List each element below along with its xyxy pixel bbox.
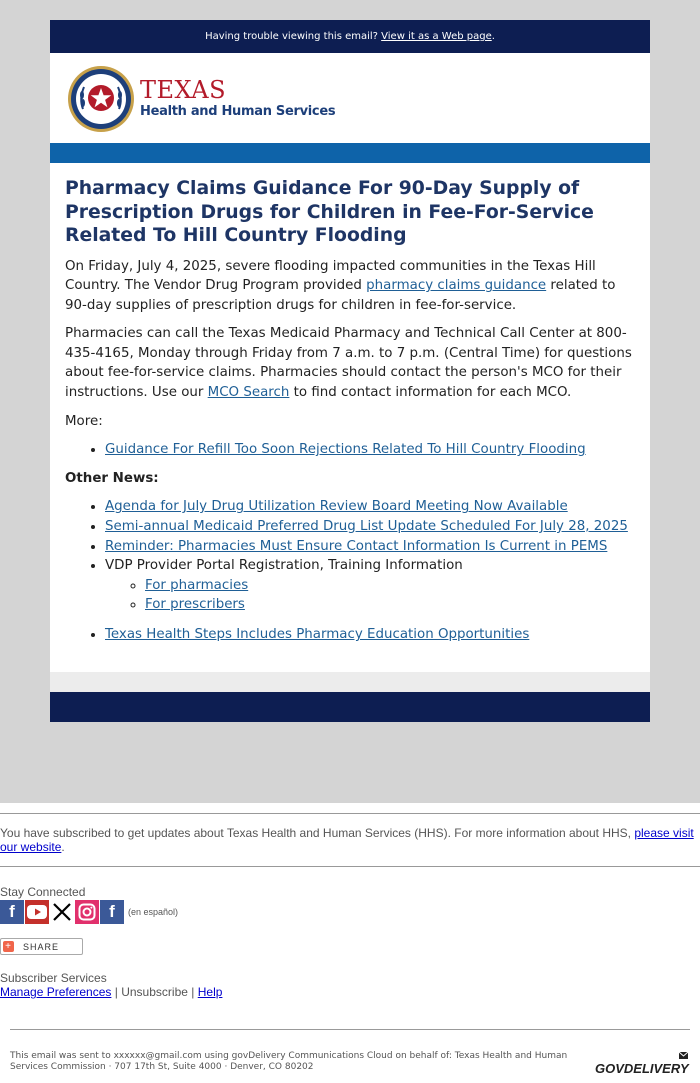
other-news-heading: Other News: xyxy=(65,470,159,486)
hhs-website-link[interactable]: please visit our website xyxy=(0,826,694,854)
paragraph-1 xyxy=(65,257,635,316)
paragraph-2-text-end: to find contact information for each MCO. xyxy=(289,385,572,401)
share-button[interactable] xyxy=(0,938,83,955)
top-banner-suffix: . xyxy=(491,31,495,42)
logo-hhs: Health and Human Services xyxy=(140,104,336,119)
fineprint: This email was sent to xxxxxx@gmail.com using govDelivery Communications Cloud on behalf of: Texas Health and Human Services Commission · 707 17th St, Suite 4000 · Denver, CO 80202 xyxy=(10,1051,568,1072)
instagram-icon[interactable] xyxy=(75,900,99,924)
email-container xyxy=(50,20,650,722)
list-item xyxy=(105,537,635,557)
paragraph-1-text-end: related to 90-day supplies of prescription drugs for children in fee-for-service. xyxy=(65,278,616,313)
blue-divider-bar xyxy=(50,143,650,163)
news-link-pdl-update[interactable]: Semi-annual Medicaid Preferred Drug List Update Scheduled For July 28, 2025 xyxy=(105,519,628,535)
subscription-suffix: . xyxy=(61,840,65,854)
list-item xyxy=(105,556,635,615)
list-item xyxy=(145,595,635,615)
subscriber-services xyxy=(0,971,700,999)
for-prescribers-link[interactable]: For prescribers xyxy=(145,597,245,613)
divider xyxy=(0,866,700,867)
separator: | xyxy=(114,985,118,999)
govdelivery-logo[interactable] xyxy=(595,1050,690,1078)
news-list xyxy=(65,497,635,644)
email-footer xyxy=(0,813,700,1030)
for-pharmacies-link[interactable]: For pharmacies xyxy=(145,577,249,593)
separator: | xyxy=(191,985,195,999)
more-label: More: xyxy=(65,413,103,429)
paragraph-1-text: On Friday, July 4, 2025, severe flooding impacted communities in the Texas Hill Country. The Vendor Drug Program provided xyxy=(65,258,596,294)
list-item xyxy=(145,576,635,596)
vdp-sub-list xyxy=(105,576,635,615)
top-banner xyxy=(50,20,650,53)
paragraph-2 xyxy=(65,324,635,402)
paragraph-2-text: Pharmacies can call the Texas Medicaid Pharmacy and Technical Call Center at 800-435-4165, Monday through Friday from 7 a.m. to 7 p.m. (Central Time) for questions about fee-for-service claims. Pharmacies should contact the person's MCO for their instructions. Use our xyxy=(65,326,632,401)
stay-connected-label: Stay Connected xyxy=(0,885,86,899)
unsubscribe-link[interactable]: Unsubscribe xyxy=(121,985,188,999)
more-links-list xyxy=(65,440,635,460)
mco-search-link[interactable]: MCO Search xyxy=(207,385,290,401)
subscription-text: You have subscribed to get updates about Texas Health and Human Services (HHS). For more information about HHS, xyxy=(0,826,635,840)
list-item xyxy=(105,625,635,645)
article-content xyxy=(50,163,650,672)
web-page-link[interactable]: View it as a Web page xyxy=(381,31,492,42)
facebook-espanol-icon[interactable]: f xyxy=(100,900,124,924)
article-title: Pharmacy Claims Guidance For 90-Day Supply of Prescription Drugs for Children in Fee-For-Service Related To Hill Country Flooding xyxy=(65,178,594,246)
logo-area xyxy=(50,53,650,143)
youtube-icon[interactable] xyxy=(25,900,49,924)
subscriber-services-label: Subscriber Services xyxy=(0,971,107,985)
espanol-label: (en español) xyxy=(128,907,179,917)
help-link[interactable]: Help xyxy=(197,985,223,999)
top-banner-text: Having trouble viewing this email? xyxy=(205,31,382,42)
news-vdp-portal: VDP Provider Portal Registration, Training Information xyxy=(105,558,463,574)
navy-footer-bar xyxy=(50,692,650,722)
subscription-notice xyxy=(0,814,700,866)
news-link-pems-reminder[interactable]: Reminder: Pharmacies Must Ensure Contact Information Is Current in PEMS xyxy=(105,538,608,554)
pharmacy-claims-guidance-link[interactable]: pharmacy claims guidance xyxy=(366,278,547,294)
facebook-icon[interactable]: f xyxy=(0,900,24,924)
list-item xyxy=(105,440,635,460)
news-link-texas-health-steps[interactable]: Texas Health Steps Includes Pharmacy Education Opportunities xyxy=(105,627,530,642)
divider xyxy=(10,1029,690,1030)
logo-text xyxy=(140,77,335,121)
govdelivery-text: GOVDELIVERY xyxy=(595,1061,689,1076)
list-item xyxy=(105,517,635,537)
logo-texas: TEXAS xyxy=(140,76,227,104)
share-label: SHARE xyxy=(23,941,60,952)
refill-too-soon-link[interactable]: Guidance For Refill Too Soon Rejections Related To Hill Country Flooding xyxy=(105,442,586,458)
x-icon[interactable] xyxy=(50,900,74,924)
news-link-dur-agenda[interactable]: Agenda for July Drug Utilization Review Board Meeting Now Available xyxy=(105,499,568,515)
manage-preferences-link[interactable]: Manage Preferences xyxy=(0,985,112,999)
subscriber-links xyxy=(0,985,700,999)
texas-seal-icon xyxy=(67,65,135,133)
gray-divider-bar xyxy=(50,672,650,692)
list-item xyxy=(105,497,635,517)
social-icons xyxy=(0,899,700,925)
plus-icon: + xyxy=(3,941,14,952)
